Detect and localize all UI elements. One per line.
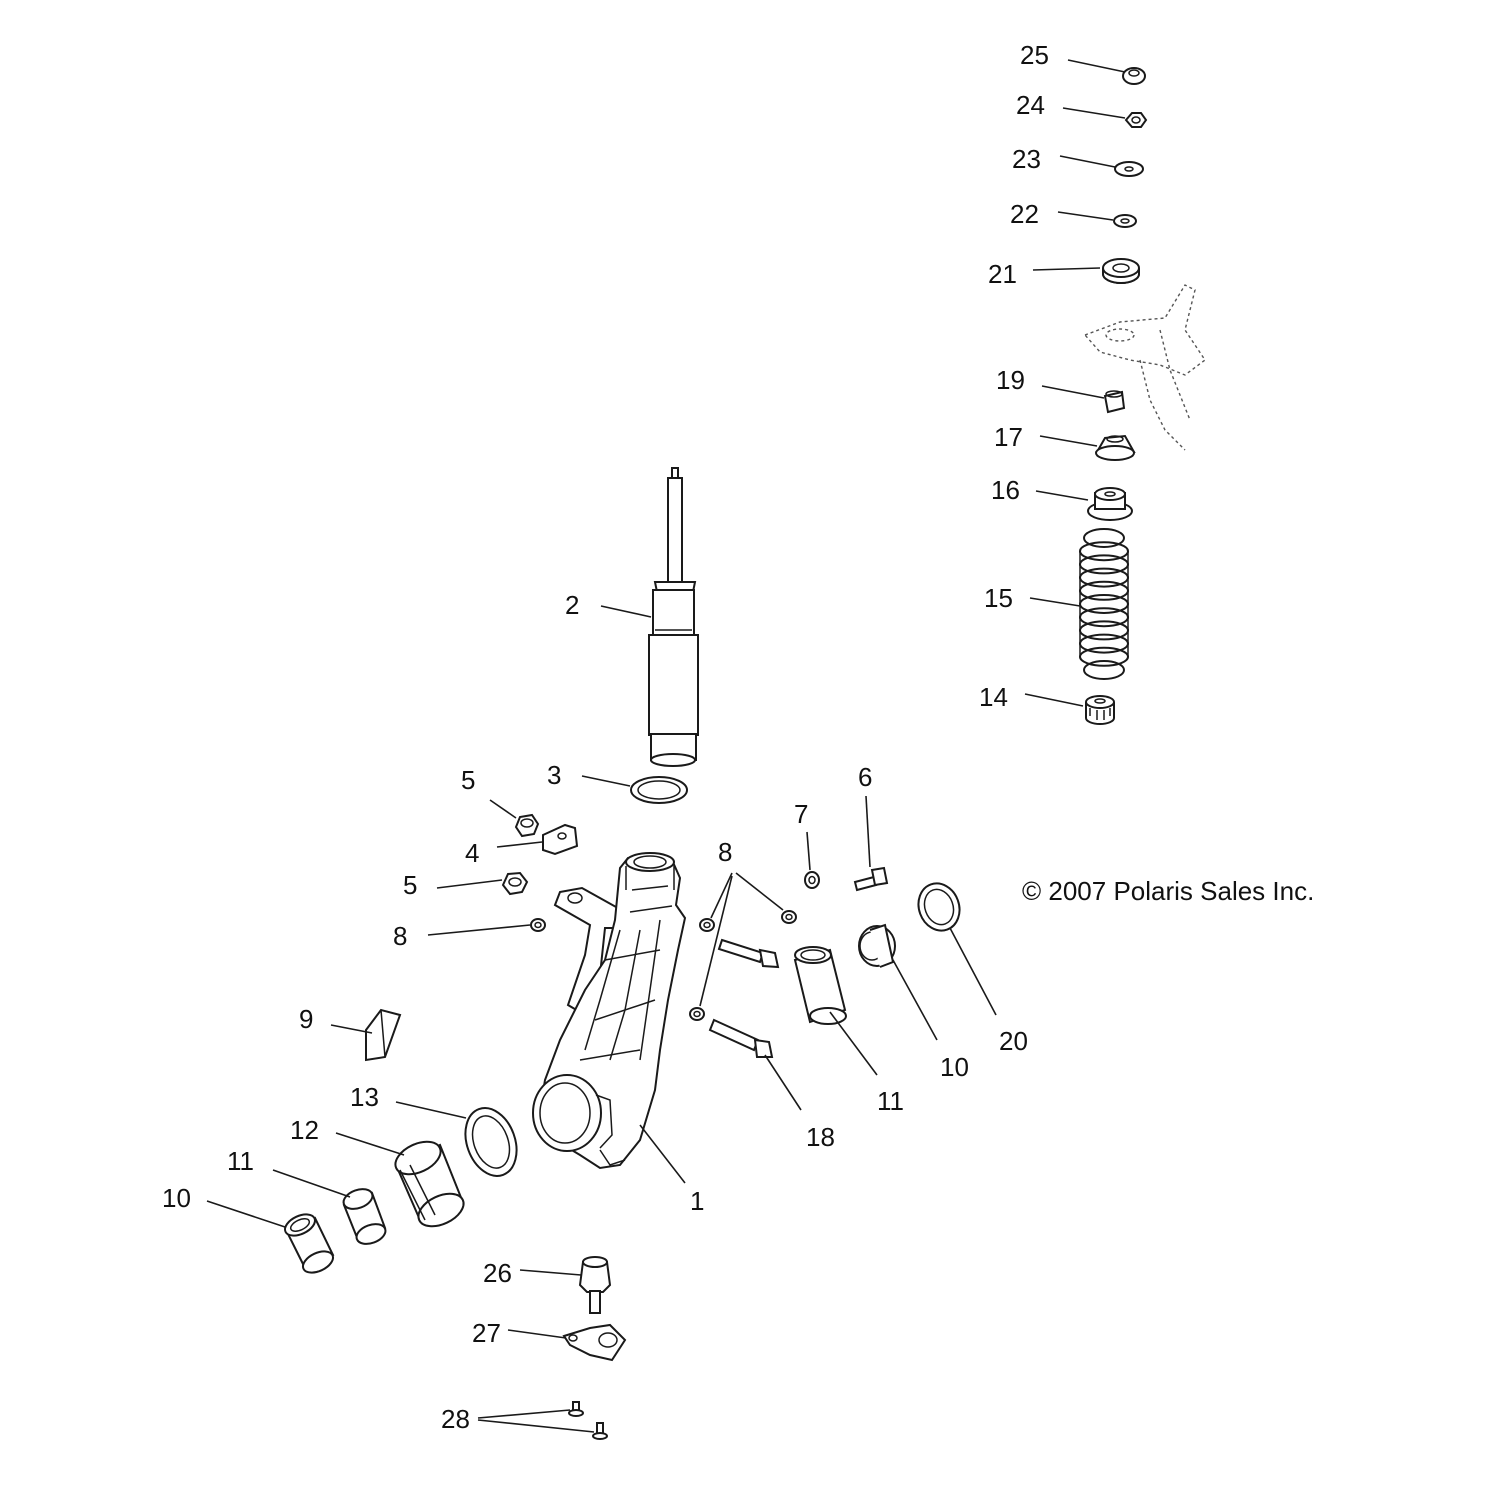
leader-20 (950, 928, 996, 1015)
part-16-spring-seat (1088, 488, 1132, 520)
leader-14 (1025, 694, 1083, 706)
leader-17 (1040, 436, 1097, 446)
leader-27 (508, 1330, 566, 1338)
part-21-bushing (1103, 259, 1139, 283)
part-15-coil-spring (1080, 529, 1128, 679)
part-12-bearing-cup (390, 1135, 468, 1233)
label-13: 13 (350, 1082, 379, 1112)
part-8-washers-right (690, 911, 796, 1020)
label-2: 2 (565, 590, 580, 620)
part-8-washer-left (531, 919, 545, 931)
part-11-bearing-race-right (795, 947, 846, 1024)
label-25: 25 (1020, 40, 1049, 70)
part-6-bolt (855, 868, 887, 890)
leader-13 (396, 1102, 466, 1118)
part-1-steering-knuckle (533, 853, 685, 1168)
leader-10-left (207, 1201, 285, 1227)
label-9: 9 (299, 1004, 314, 1034)
label-10-left: 10 (162, 1183, 191, 1213)
leader-3 (582, 776, 630, 786)
leader-2 (601, 606, 651, 617)
label-3: 3 (547, 760, 562, 790)
leader-5-lower (437, 880, 502, 888)
leader-18 (765, 1055, 801, 1110)
label-17: 17 (994, 422, 1023, 452)
label-11-left: 11 (227, 1146, 254, 1176)
bolt-upper (719, 940, 778, 967)
part-22-washer (1114, 215, 1136, 227)
leader-16 (1036, 491, 1088, 500)
label-11-right: 11 (877, 1086, 904, 1116)
leader-23 (1060, 156, 1115, 167)
part-13-seal (456, 1101, 525, 1183)
part-3-o-ring (631, 777, 687, 803)
label-19: 19 (996, 365, 1025, 395)
part-10-bearing-left (282, 1210, 337, 1277)
label-10-right: 10 (940, 1052, 969, 1082)
part-23-washer (1115, 162, 1143, 176)
part-26-ball-joint (580, 1257, 610, 1313)
part-27-retainer-plate (564, 1325, 625, 1360)
label-6: 6 (858, 762, 873, 792)
label-15: 15 (984, 583, 1013, 613)
part-11-bearing-race-left (341, 1185, 388, 1247)
label-12: 12 (290, 1115, 319, 1145)
part-10-bearing-right (859, 925, 895, 967)
leader-24 (1063, 108, 1125, 118)
spring-coil (1084, 661, 1124, 679)
part-5-nut-lower (503, 873, 527, 894)
leader-7 (807, 832, 810, 870)
leader-19 (1042, 386, 1104, 398)
label-18: 18 (806, 1122, 835, 1152)
label-21: 21 (988, 259, 1017, 289)
label-23: 23 (1012, 144, 1041, 174)
part-17-cup (1096, 436, 1134, 460)
leader-26 (520, 1270, 581, 1275)
label-27: 27 (472, 1318, 501, 1348)
label-8-right: 8 (718, 837, 733, 867)
part-18-bolt (710, 1020, 772, 1057)
leader-22 (1058, 212, 1113, 220)
leader-1 (640, 1125, 685, 1183)
label-22: 22 (1010, 199, 1039, 229)
part-9-wedge (366, 1010, 400, 1060)
part-25-cap-nut (1123, 68, 1145, 84)
part-28-screws (569, 1402, 607, 1439)
part-2-strut (649, 468, 698, 766)
leader-6 (866, 796, 870, 867)
leader-5-upper (490, 800, 516, 818)
part-7-washer (805, 872, 819, 888)
label-14: 14 (979, 682, 1008, 712)
label-26: 26 (483, 1258, 512, 1288)
part-24-hex-nut (1126, 113, 1146, 127)
part-4-bracket (543, 825, 577, 854)
part-20-seal (912, 878, 966, 937)
part-14-bump-stop (1086, 696, 1114, 724)
label-28: 28 (441, 1404, 470, 1434)
leader-11-right (830, 1012, 877, 1075)
leader-11-left (273, 1170, 350, 1197)
frame-mount-ghost (1085, 285, 1205, 450)
label-24: 24 (1016, 90, 1045, 120)
copyright-text: © 2007 Polaris Sales Inc. (1022, 876, 1315, 906)
label-5-upper: 5 (461, 765, 476, 795)
leader-8-right (700, 873, 783, 1006)
leader-4 (497, 842, 542, 847)
leader-21 (1033, 268, 1100, 270)
leader-15 (1030, 598, 1080, 606)
leader-8-left (428, 925, 530, 935)
label-5-lower: 5 (403, 870, 418, 900)
part-5-nut-upper (516, 815, 538, 836)
label-16: 16 (991, 475, 1020, 505)
label-7: 7 (794, 799, 809, 829)
label-1: 1 (690, 1186, 705, 1216)
leader-12 (336, 1133, 404, 1155)
part-19-nut (1105, 391, 1124, 412)
label-20: 20 (999, 1026, 1028, 1056)
label-8-left: 8 (393, 921, 408, 951)
leader-10-right (893, 960, 937, 1040)
leader-25 (1068, 60, 1125, 72)
label-4: 4 (465, 838, 480, 868)
